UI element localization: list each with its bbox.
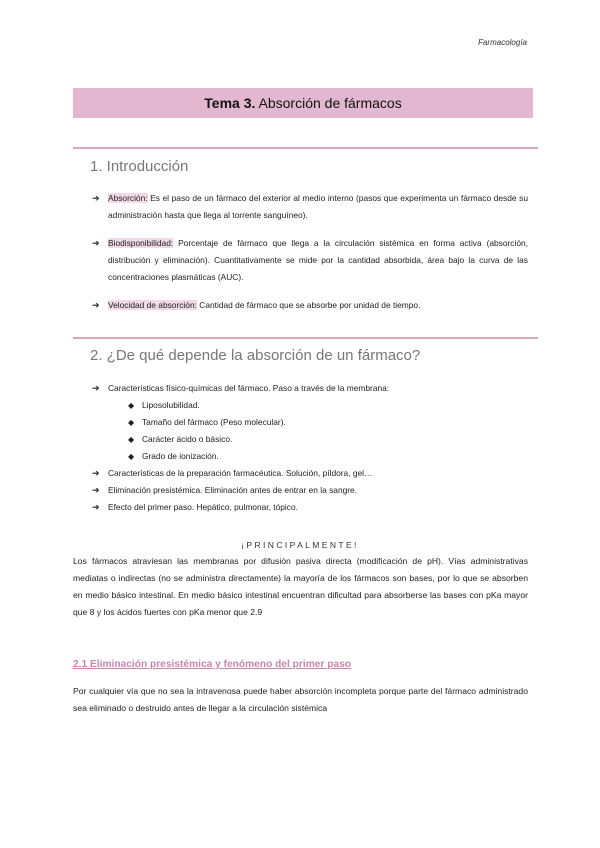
subitem-liposolubilidad — [128, 397, 200, 414]
list-item-text — [108, 190, 528, 224]
subitem-ionizacion — [128, 448, 219, 465]
definition-biodisponibilidad: Porcentaje de fármaco que llega a la circulación sistémica en forma activa (absorción, distribución y eliminación). Cuantitativamente se mide por la cantidad absorbida, área bajo la curva de las concentraciones plasmáticas (AUC). — [108, 238, 528, 282]
list-item-primer-paso — [92, 499, 528, 516]
subitem-caracter — [128, 431, 232, 448]
document-title — [73, 88, 533, 118]
list-item-presistemica — [92, 482, 528, 499]
section1-top-rule — [73, 147, 538, 149]
title-bold: Tema 3. — [204, 95, 256, 111]
list-item-velocidad — [92, 297, 528, 314]
diamond-bullet-icon: ◆ — [128, 418, 135, 427]
arrow-bullet-icon: ➔ — [92, 238, 100, 248]
list-item-absorcion — [92, 190, 528, 224]
definition-absorcion: Es el paso de un fármaco del exterior al medio interno (pasos que experimenta un fármaco desde su administración hasta que llega al torrente sanguíneo). — [108, 193, 528, 220]
list-item-text: Eliminación presistémica. Eliminación antes de entrar en la sangre. — [108, 485, 358, 495]
list-item-biodisponibilidad — [92, 235, 528, 286]
arrow-bullet-icon: ➔ — [92, 502, 100, 512]
list-item-text: Características de la preparación farmacéutica. Solución, píldora, gel… — [108, 468, 373, 478]
term-biodisponibilidad: Biodisponibilidad: — [108, 238, 174, 248]
subitem-text: Tamaño del fármaco (Peso molecular). — [142, 417, 286, 427]
arrow-bullet-icon: ➔ — [92, 193, 100, 203]
list-item-fisicoquimicas — [92, 380, 528, 397]
subitem-text: Grado de ionización. — [142, 451, 219, 461]
header-subject-tag: Farmacología — [478, 38, 527, 47]
subitem-text: Carácter ácido o básico. — [142, 434, 233, 444]
principal-paragraph: Los fármacos atraviesan las membranas por difusión pasiva directa (modificación de pH). Vías administrativas mediatas o indirectas (no se administra directamente) la mayoría de los fármacos son bases, por lo que se absorben en medio básico intestinal. En medio básico intestinal encuentran dificultad para absorberse las bases con pKa mayor que 8 y los ácidos fuertes con pKa menor que 2.9 — [73, 556, 528, 617]
term-absorcion: Absorción: — [108, 193, 148, 203]
diamond-bullet-icon: ◆ — [128, 452, 135, 461]
term-velocidad: Velocidad de absorción: — [108, 300, 197, 310]
arrow-bullet-icon: ➔ — [92, 300, 100, 310]
section21-paragraph: Por cualquier vía que no sea la intravenosa puede haber absorción incompleta porque parte del fármaco administrado sea eliminado o destruido antes de llegar a la circulación sistémica — [73, 686, 528, 713]
section1-heading: 1. Introducción — [90, 158, 189, 175]
section2-heading: 2. ¿De qué depende la absorción de un fármaco? — [90, 347, 421, 364]
arrow-bullet-icon: ➔ — [92, 485, 100, 495]
arrow-bullet-icon: ➔ — [92, 468, 100, 478]
subitem-tamano — [128, 414, 286, 431]
section2-top-rule — [73, 337, 538, 339]
definition-velocidad: Cantidad de fármaco que se absorbe por unidad de tiempo. — [196, 300, 421, 310]
title-rest: Absorción de fármacos — [255, 95, 402, 111]
list-item-text — [108, 297, 528, 314]
arrow-bullet-icon: ➔ — [92, 383, 100, 393]
principalmente-callout: ¡PRINCIPALMENTE! — [241, 540, 359, 550]
diamond-bullet-icon: ◆ — [128, 435, 135, 444]
subitem-text: Liposolubilidad. — [142, 400, 200, 410]
list-item-text: Efecto del primer paso. Hepático, pulmonar, tópico. — [108, 502, 298, 512]
diamond-bullet-icon: ◆ — [128, 401, 135, 410]
list-item-text — [108, 235, 528, 286]
list-item-text: Características físico-químicas del fármaco. Paso a través de la membrana: — [108, 383, 390, 393]
list-item-preparacion — [92, 465, 528, 482]
section21-heading: 2.1 Eliminación presistémica y fenómeno del primer paso — [73, 659, 351, 670]
